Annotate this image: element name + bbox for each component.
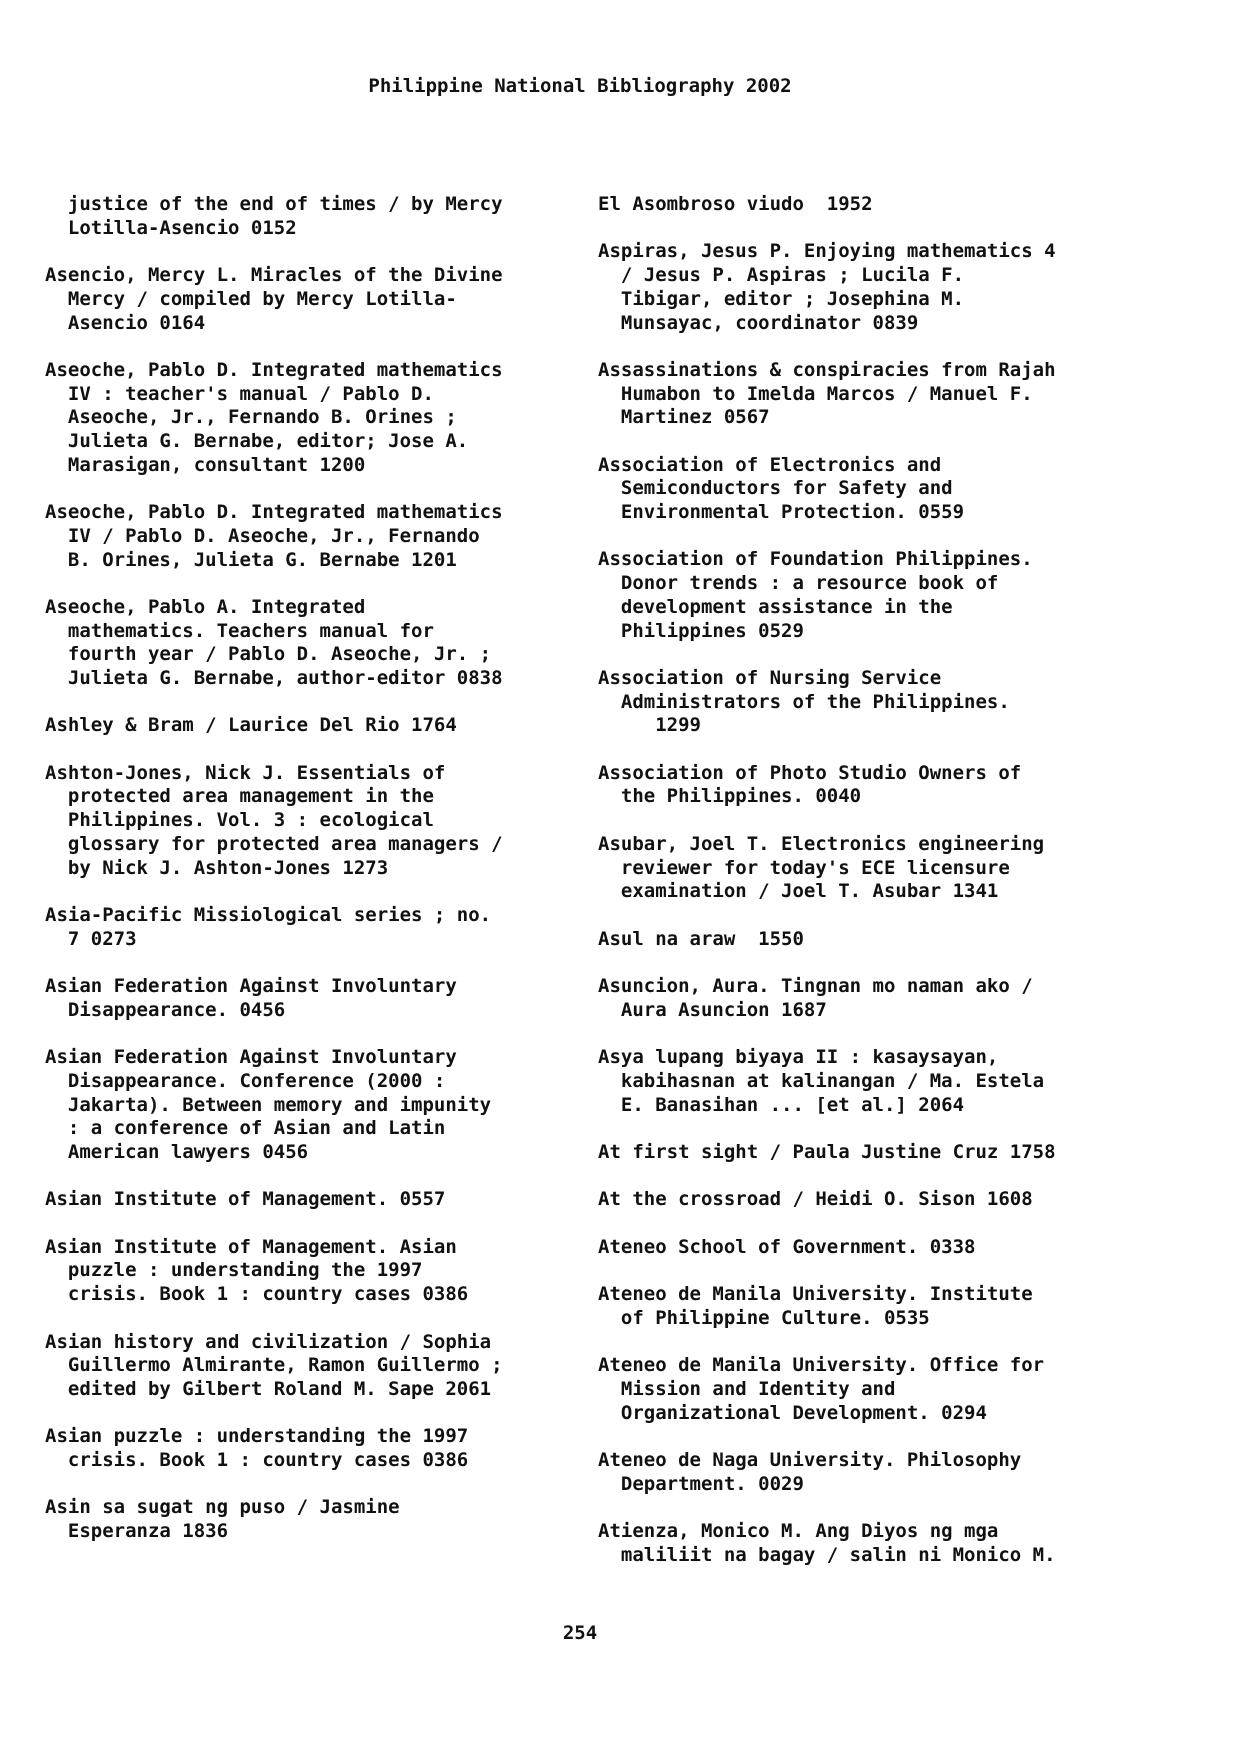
bibliography-entry: At the crossroad / Heidi O. Sison 1608 [598, 1188, 1033, 1211]
bibliography-entry: Association of Photo Studio Owners of the Philippines. 0040 [598, 761, 1022, 808]
bibliography-entry: Asin sa sugat ng puso / Jasmine Esperanza 1836 [45, 1496, 400, 1543]
page-number: 254 [562, 1622, 598, 1644]
right-column [598, 193, 1118, 1591]
bibliography-entry: Ateneo School of Government. 0338 [598, 1235, 976, 1258]
bibliography-entry: Ateneo de Naga University. Philosophy Department. 0029 [598, 1449, 1022, 1495]
bibliography-entry: justice of the end of times / by Mercy Lotilla-Asencio 0152 [67, 193, 503, 239]
bibliography-entry: Asian Institute of Management. 0557 [45, 1188, 446, 1211]
bibliography-entry: Ashley & Bram / Laurice Del Rio 1764 [45, 714, 457, 737]
bibliography-entry: Ashton-Jones, Nick J. Essentials of protected area management in the Philippines. Vol. 3 : ecological glossary for protected area managers / by Nick J. Ashton-Jones 1273 [45, 761, 503, 879]
bibliography-entry: Aspiras, Jesus P. Enjoying mathematics 4 / Jesus P. Aspiras ; Lucila F. Tibigar, editor ; Josephina M. Munsayac, coordinator 0839 [598, 240, 1056, 334]
bibliography-entry: Aseoche, Pablo A. Integrated mathematics. Teachers manual for fourth year / Pablo D. Aseoche, Jr. ; Julieta G. Bernabe, author-editor 0838 [45, 595, 503, 689]
bibliography-entry: Association of Foundation Philippines. Donor trends : a resource book of development assistance in the Philippines 0529 [598, 548, 1033, 642]
bibliography-entry: Asia-Pacific Missiological series ; no. 7 0273 [45, 903, 492, 950]
bibliography-entry: Asian Federation Against Involuntary Disappearance. 0456 [45, 975, 457, 1021]
left-column [45, 193, 565, 1568]
bibliography-entry: Asul na araw 1550 [598, 927, 804, 950]
bibliography-entry: Asian Federation Against Involuntary Disappearance. Conference (2000 : Jakarta). Between memory and impunity : a conference of Asian and Latin American lawyers 0456 [45, 1046, 492, 1163]
bibliography-entry: Asuncion, Aura. Tingnan mo naman ako / Aura Asuncion 1687 [598, 975, 1033, 1021]
bibliography-entry: Asian Institute of Management. Asian puzzle : understanding the 1997 crisis. Book 1 : country cases 0386 [45, 1235, 469, 1306]
bibliography-entry: Asian puzzle : understanding the 1997 crisis. Book 1 : country cases 0386 [45, 1425, 469, 1472]
bibliography-entry: Aseoche, Pablo D. Integrated mathematics IV / Pablo D. Aseoche, Jr., Fernando B. Orines, Julieta G. Bernabe 1201 [45, 501, 503, 571]
bibliography-entry: El Asombroso viudo 1952 [598, 193, 873, 215]
bibliography-entry: Assassinations & conspiracies from Rajah Humabon to Imelda Marcos / Manuel F. Martinez 0567 [598, 358, 1056, 429]
bibliography-entry: Asencio, Mercy L. Miracles of the Divine Mercy / compiled by Mercy Lotilla- Asencio 0164 [45, 264, 503, 334]
bibliography-entry: Atienza, Monico M. Ang Diyos ng mga maliliit na bagay / salin ni Monico M. [598, 1520, 1056, 1566]
bibliography-entry: Asian history and civilization / Sophia Guillermo Almirante, Ramon Guillermo ; edited by Gilbert Roland M. Sape 2061 [45, 1330, 503, 1400]
bibliography-entry: Association of Electronics and Semiconductors for Safety and Environmental Protection. 0559 [598, 453, 965, 524]
bibliography-entry: Aseoche, Pablo D. Integrated mathematics IV : teacher's manual / Pablo D. Aseoche, Jr., Fernando B. Orines ; Julieta G. Bernabe, editor; Jose A. Marasigan, consultant 1200 [45, 358, 503, 476]
bibliography-entry: Asubar, Joel T. Electronics engineering reviewer for today's ECE licensure examination / Joel T. Asubar 1341 [598, 832, 1045, 903]
bibliography-entry: Asya lupang biyaya II : kasaysayan, kabihasnan at kalinangan / Ma. Estela E. Banasihan ... [et al.] 2064 [598, 1046, 1045, 1116]
bibliography-entry: Ateneo de Manila University. Office for Mission and Identity and Organizational Development. 0294 [598, 1354, 1045, 1424]
page-header: Philippine National Bibliography 2002 [368, 75, 792, 97]
bibliography-entry: Association of Nursing Service Administrators of the Philippines. 1299 [598, 666, 1010, 737]
bibliography-entry: At first sight / Paula Justine Cruz 1758 [598, 1140, 1056, 1163]
bibliography-entry: Ateneo de Manila University. Institute of Philippine Culture. 0535 [598, 1283, 1033, 1329]
